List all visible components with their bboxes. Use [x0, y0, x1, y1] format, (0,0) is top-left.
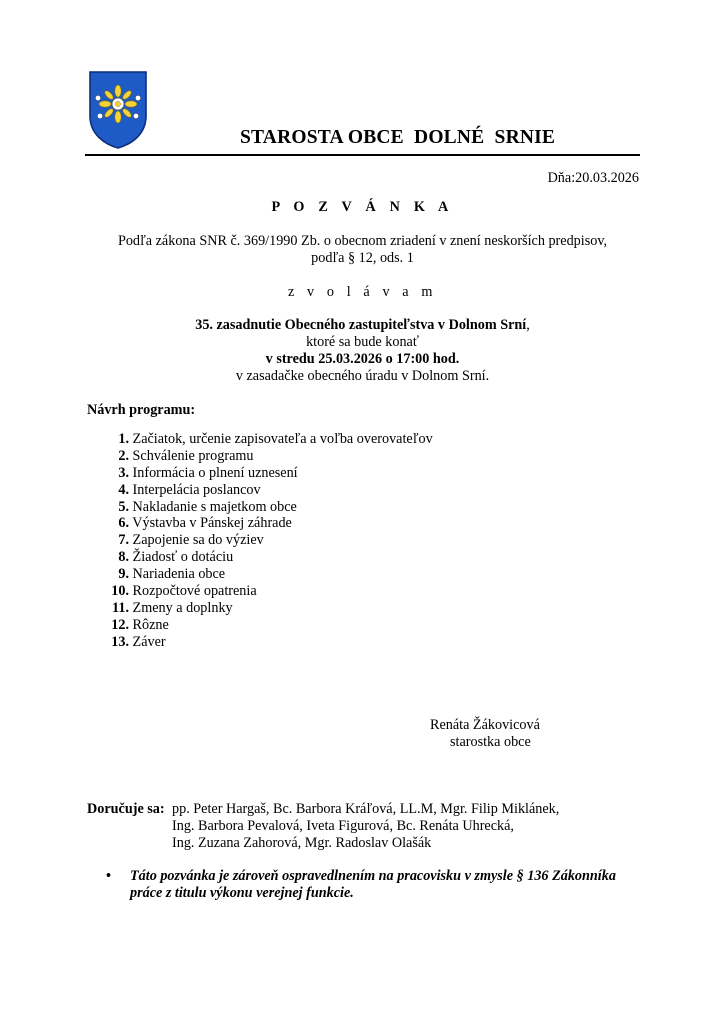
agenda-item-number: 7.	[118, 532, 129, 549]
delivery-recipients	[172, 801, 559, 852]
meeting-title-text: 35. zasadnutie Obecného zastupiteľstva v Dolnom Srní	[195, 317, 527, 333]
agenda-item-number: 11.	[112, 599, 129, 616]
agenda-item	[96, 566, 433, 583]
agenda-item	[96, 482, 433, 499]
signatory-name: Renáta Žákovicová	[430, 717, 540, 733]
agenda-item-text: Schválenie programu	[132, 447, 254, 464]
agenda-item	[96, 549, 433, 566]
agenda-item	[96, 583, 433, 600]
agenda-item-number: 1.	[118, 431, 129, 447]
agenda-item-text: Výstavba v Pánskej záhrade	[132, 515, 292, 532]
meeting-datetime: v stredu 25.03.2026 o 17:00 hod.	[265, 351, 460, 367]
agenda-item-number: 8.	[118, 549, 129, 566]
meeting-title-comma: ,	[526, 317, 530, 333]
agenda-item-number: 10.	[111, 583, 129, 600]
agenda-item-text: Informácia o plnení uznesení	[132, 464, 298, 481]
agenda-item-number: 6.	[118, 515, 129, 532]
meeting-title	[0, 317, 725, 334]
agenda-item-text: Zmeny a doplnky	[132, 599, 233, 616]
agenda-item-number: 2.	[118, 447, 129, 464]
agenda-item-text: Zapojenie sa do výziev	[132, 532, 264, 549]
agenda-item	[96, 431, 433, 448]
meeting-line-2: ktoré sa bude konať	[306, 334, 419, 350]
agenda-item-text: Interpelácia poslancov	[132, 481, 261, 498]
document-date: Dňa:20.03.2026	[547, 170, 639, 186]
agenda-item-number: 4.	[118, 481, 129, 498]
signatory-role: starostka obce	[450, 734, 531, 750]
page-title: STAROSTA OBCE DOLNÉ SRNIE	[240, 127, 556, 148]
agenda-item-number: 9.	[118, 566, 129, 583]
bullet-icon: •	[106, 868, 111, 884]
agenda-item	[96, 448, 433, 465]
program-label: Návrh programu:	[87, 402, 196, 418]
delivery-line: Ing. Barbora Pevalová, Iveta Figurová, Bc. Renáta Uhrecká,	[172, 818, 514, 834]
invitation-heading: P O Z V Á N K A	[271, 199, 454, 215]
agenda-item-number: 5.	[118, 498, 129, 515]
agenda-item	[96, 617, 433, 634]
agenda-item	[96, 600, 433, 617]
agenda-item-number: 12.	[111, 616, 129, 633]
delivery-label: Doručuje sa:	[87, 801, 165, 817]
convene-statement: z v o l á v a m	[288, 284, 437, 300]
law-reference-line-2: podľa § 12, ods. 1	[311, 250, 414, 266]
agenda-item	[96, 532, 433, 549]
agenda-item	[96, 465, 433, 482]
agenda-item-number: 13.	[111, 633, 129, 650]
agenda-item-text: Záver	[132, 633, 166, 650]
delivery-line: pp. Peter Hargaš, Bc. Barbora Kráľová, LL.M, Mgr. Filip Miklánek,	[172, 801, 560, 817]
agenda-item-text: Nariadenia obce	[132, 566, 226, 583]
header-divider	[85, 154, 640, 156]
agenda-item	[96, 499, 433, 516]
note-bullet-item	[106, 868, 641, 902]
agenda-item-text: Rozpočtové opatrenia	[132, 583, 257, 600]
note-line-2: práce z titulu výkonu verejnej funkcie.	[130, 885, 354, 901]
signature-block	[430, 717, 540, 751]
agenda-item-text: Žiadosť o dotáciu	[132, 549, 234, 566]
agenda-item-number: 3.	[118, 464, 129, 481]
law-reference-line-1: Podľa zákona SNR č. 369/1990 Zb. o obecnom zriadení v znení neskorších predpisov,	[117, 233, 608, 249]
note-line-1: Táto pozvánka je zároveň ospravedlnením na pracovisku v zmysle § 136 Zákonníka	[130, 868, 616, 884]
agenda-item	[96, 515, 433, 532]
agenda-item-text: Začiatok, určenie zapisovateľa a voľba overovateľov	[132, 431, 433, 447]
delivery-line: Ing. Zuzana Zahorová, Mgr. Radoslav Olašák	[172, 835, 432, 851]
agenda-item	[96, 634, 433, 651]
meeting-location: v zasadačke obecného úradu v Dolnom Srní.	[235, 368, 490, 384]
agenda-item-text: Rôzne	[132, 616, 169, 633]
agenda-list	[96, 431, 433, 651]
agenda-item-text: Nakladanie s majetkom obce	[132, 498, 297, 515]
coat-of-arms-icon	[88, 70, 148, 150]
